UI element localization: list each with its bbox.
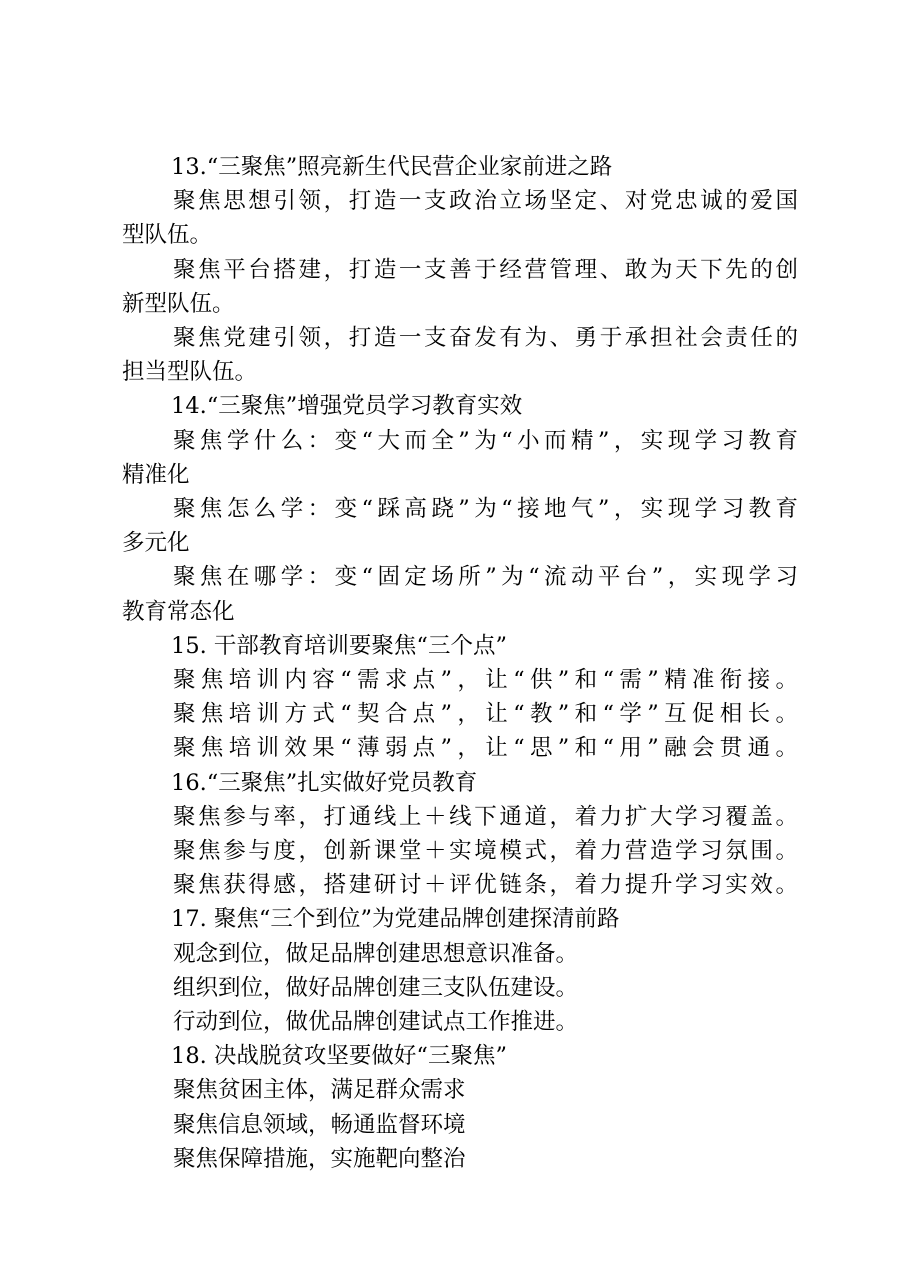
section-heading-16: 16.“三聚焦”扎实做好党员教育 — [171, 769, 478, 796]
paragraph-line: 聚焦参与度，创新课堂＋实境模式，着力营造学习氛围。 — [173, 838, 798, 865]
paragraph-line: 聚焦保障措施，实施靶向整治 — [173, 1145, 466, 1172]
paragraph-line: 担当型队伍。 — [122, 359, 258, 386]
paragraph-line: 聚焦在哪学：变“固定场所”为“流动平台”，实现学习 — [173, 564, 798, 591]
paragraph-line: 聚焦平台搭建，打造一支善于经营管理、敢为天下先的创 — [173, 256, 798, 283]
paragraph-line: 聚焦信息领域，畅通监督环境 — [173, 1111, 466, 1138]
section-heading-13: 13.“三聚焦”照亮新生代民营企业家前进之路 — [171, 154, 613, 180]
paragraph-line: 聚焦获得感，搭建研讨＋评优链条，着力提升学习实效。 — [173, 872, 798, 899]
paragraph-line: 聚焦培训内容“需求点”，让“供”和“需”精准衔接。 — [173, 667, 798, 694]
paragraph-line: 聚焦培训效果“薄弱点”，让“思”和“用”融会贯通。 — [173, 735, 798, 762]
paragraph-line: 观念到位，做足品牌创建思想意识准备。 — [173, 940, 579, 967]
section-heading-14: 14.“三聚焦”增强党员学习教育实效 — [171, 393, 523, 420]
paragraph-line: 聚焦思想引领，打造一支政治立场坚定、对党忠诚的爱国 — [173, 188, 798, 215]
paragraph-line: 聚焦怎么学：变“踩高跷”为“接地气”，实现学习教育 — [173, 496, 798, 523]
section-heading-15: 15. 干部教育培训要聚焦“三个点” — [171, 632, 507, 659]
paragraph-line: 精准化 — [122, 461, 190, 488]
section-heading-18: 18. 决战脱贫攻坚要做好“三聚焦” — [171, 1043, 507, 1070]
paragraph-line: 聚焦党建引领，打造一支奋发有为、勇于承担社会责任的 — [173, 325, 798, 352]
paragraph-line: 组织到位，做好品牌创建三支队伍建设。 — [173, 974, 579, 1001]
paragraph-line: 聚焦学什么：变“大而全”为“小而精”，实现学习教育 — [173, 427, 798, 454]
paragraph-line: 聚焦贫困主体，满足群众需求 — [173, 1077, 466, 1104]
paragraph-line: 多元化 — [122, 530, 190, 557]
document-page — [122, 150, 798, 1176]
paragraph-line: 新型队伍。 — [122, 290, 235, 317]
paragraph-line: 教育常态化 — [122, 598, 235, 625]
section-heading-17: 17. 聚焦“三个到位”为党建品牌创建探清前路 — [171, 906, 620, 933]
paragraph-line: 聚焦参与率，打通线上＋线下通道，着力扩大学习覆盖。 — [173, 803, 798, 830]
paragraph-line: 聚焦培训方式“契合点”，让“教”和“学”互促相长。 — [173, 701, 798, 728]
paragraph-line: 型队伍。 — [122, 222, 213, 249]
paragraph-line: 行动到位，做优品牌创建试点工作推进。 — [173, 1009, 579, 1036]
